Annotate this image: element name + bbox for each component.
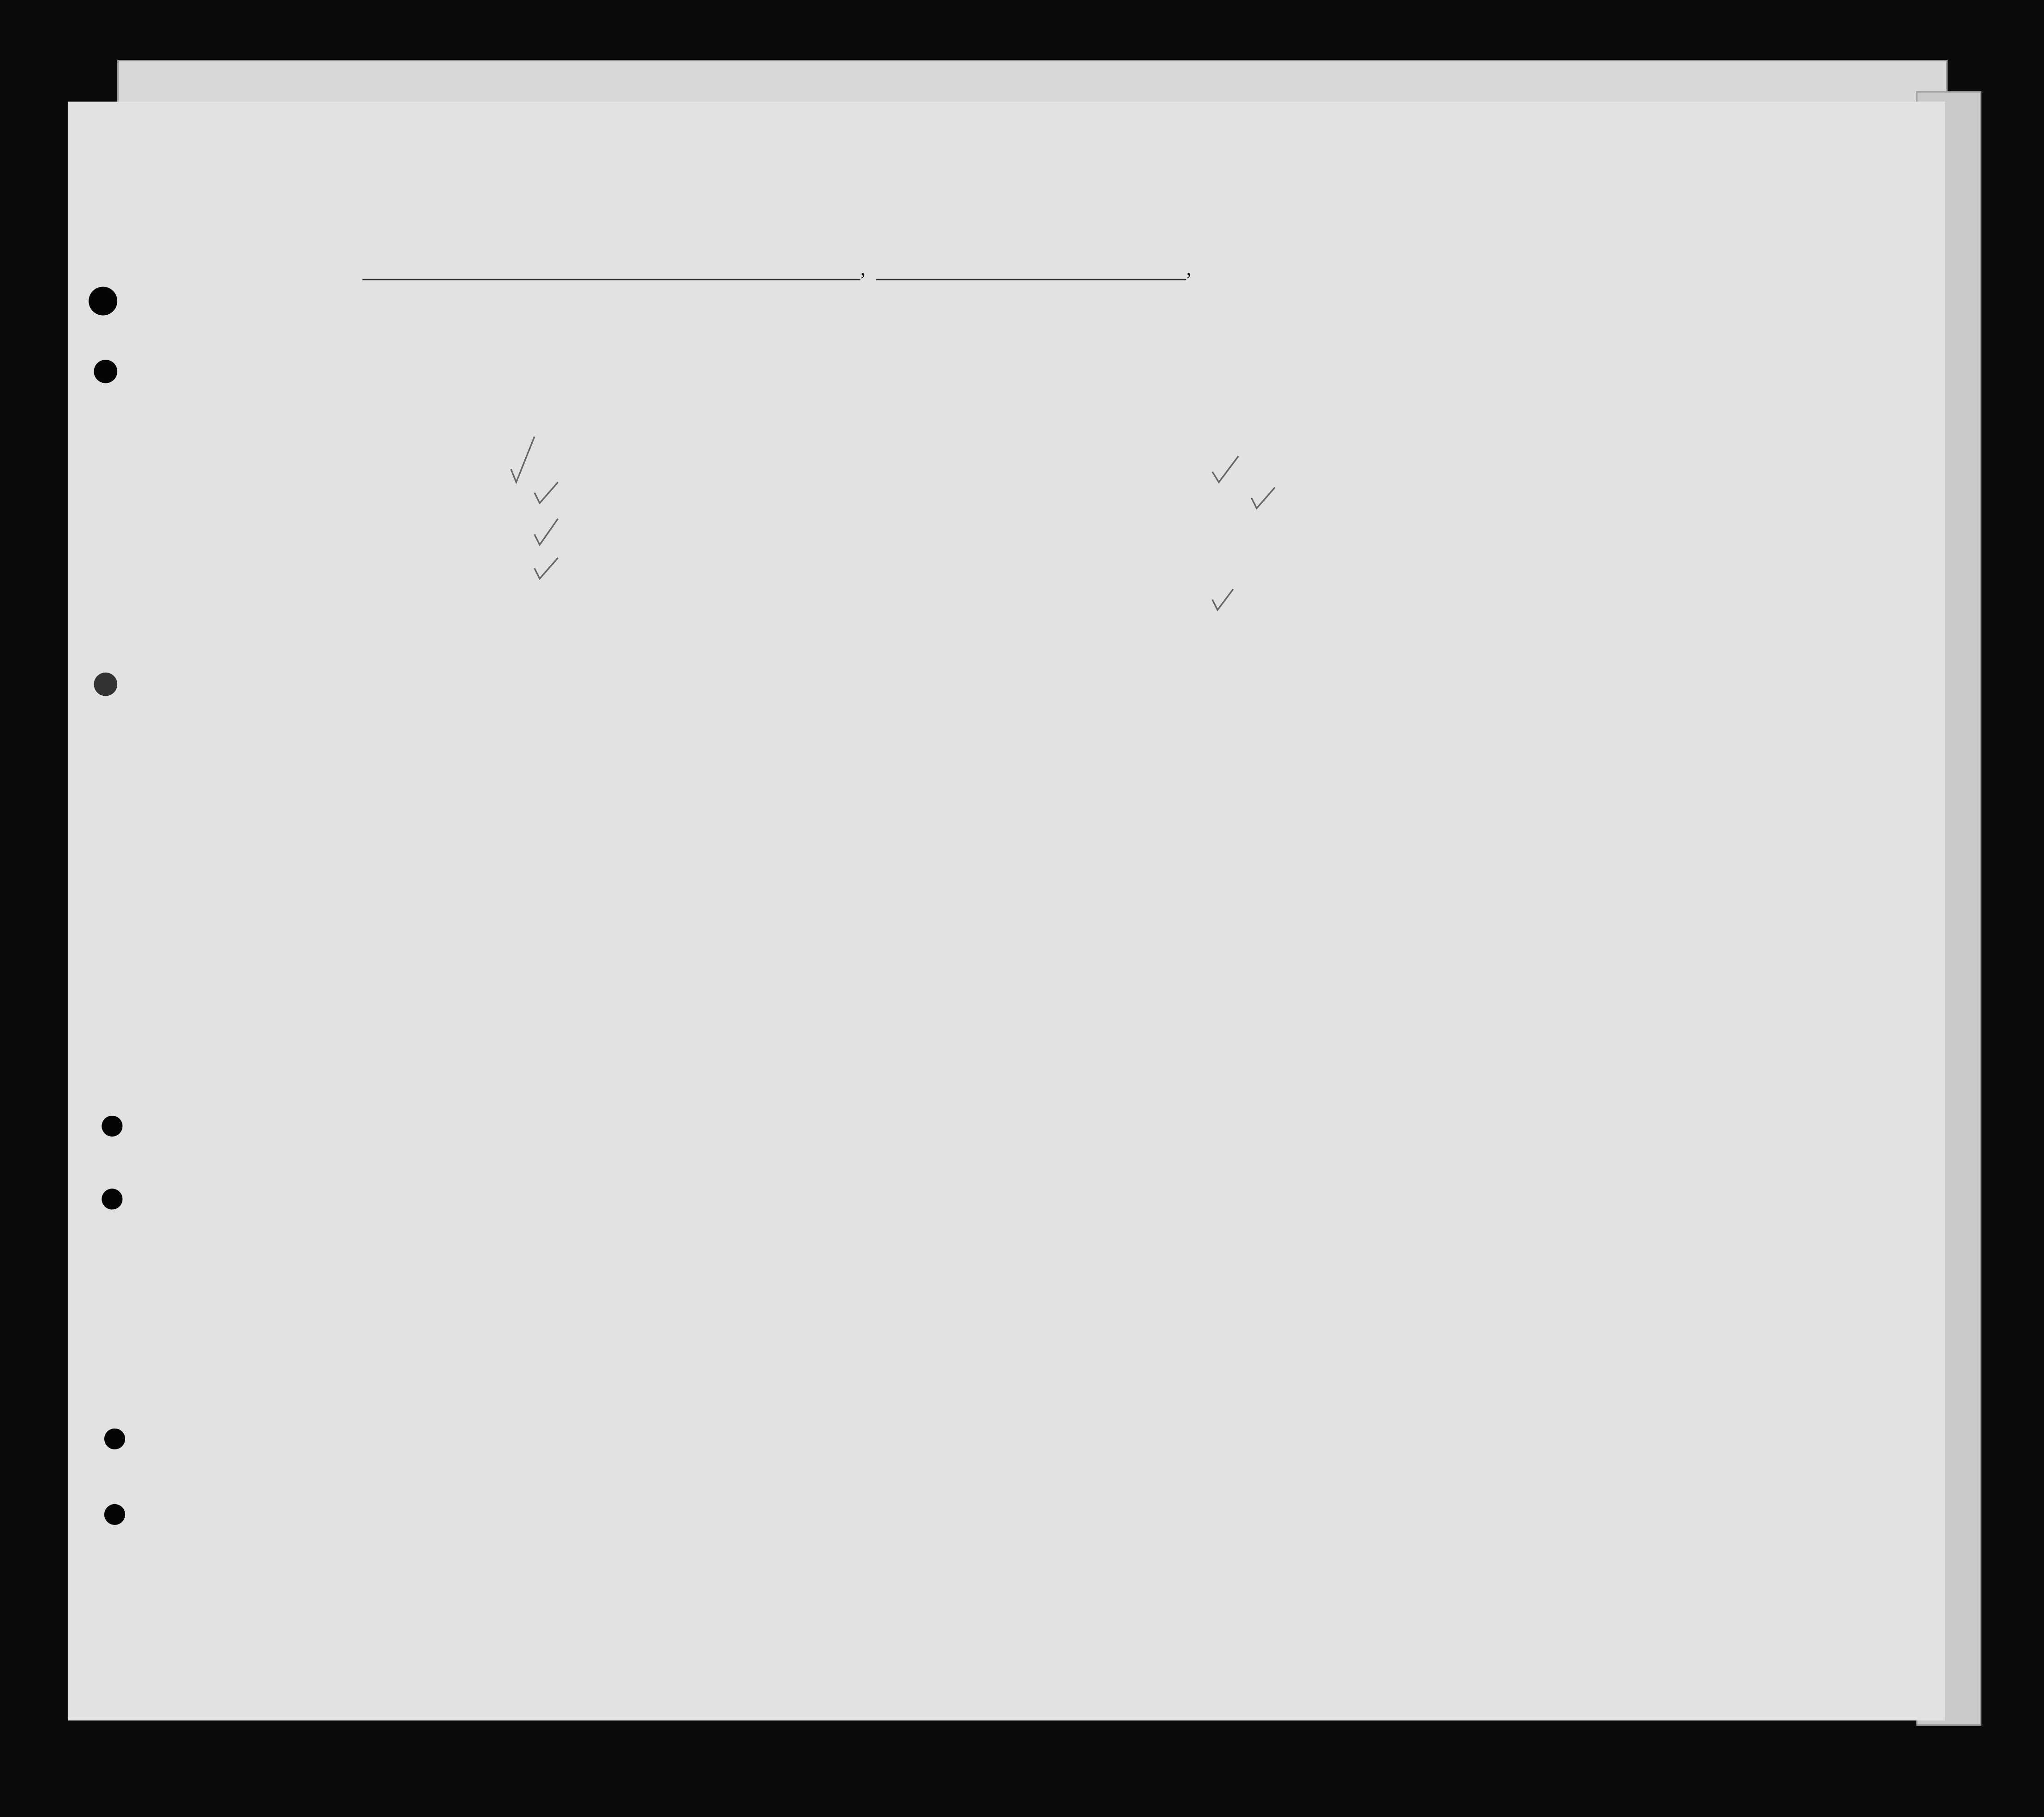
punch-hole — [102, 1116, 122, 1137]
check-mark — [1212, 589, 1233, 610]
check-mark — [535, 558, 558, 578]
punch-hole — [104, 1429, 125, 1449]
punch-hole — [94, 360, 117, 383]
punch-hole — [102, 1188, 122, 1209]
port-comma: , — [860, 258, 866, 280]
check-mark — [1251, 488, 1275, 508]
check-mark — [535, 482, 558, 503]
punch-hole — [94, 673, 117, 696]
check-mark — [1212, 456, 1238, 482]
punch-hole — [104, 1504, 125, 1525]
check-mark — [511, 437, 535, 482]
check-mark — [535, 519, 558, 545]
date-comma: , — [1186, 258, 1192, 280]
punch-hole — [89, 287, 117, 316]
